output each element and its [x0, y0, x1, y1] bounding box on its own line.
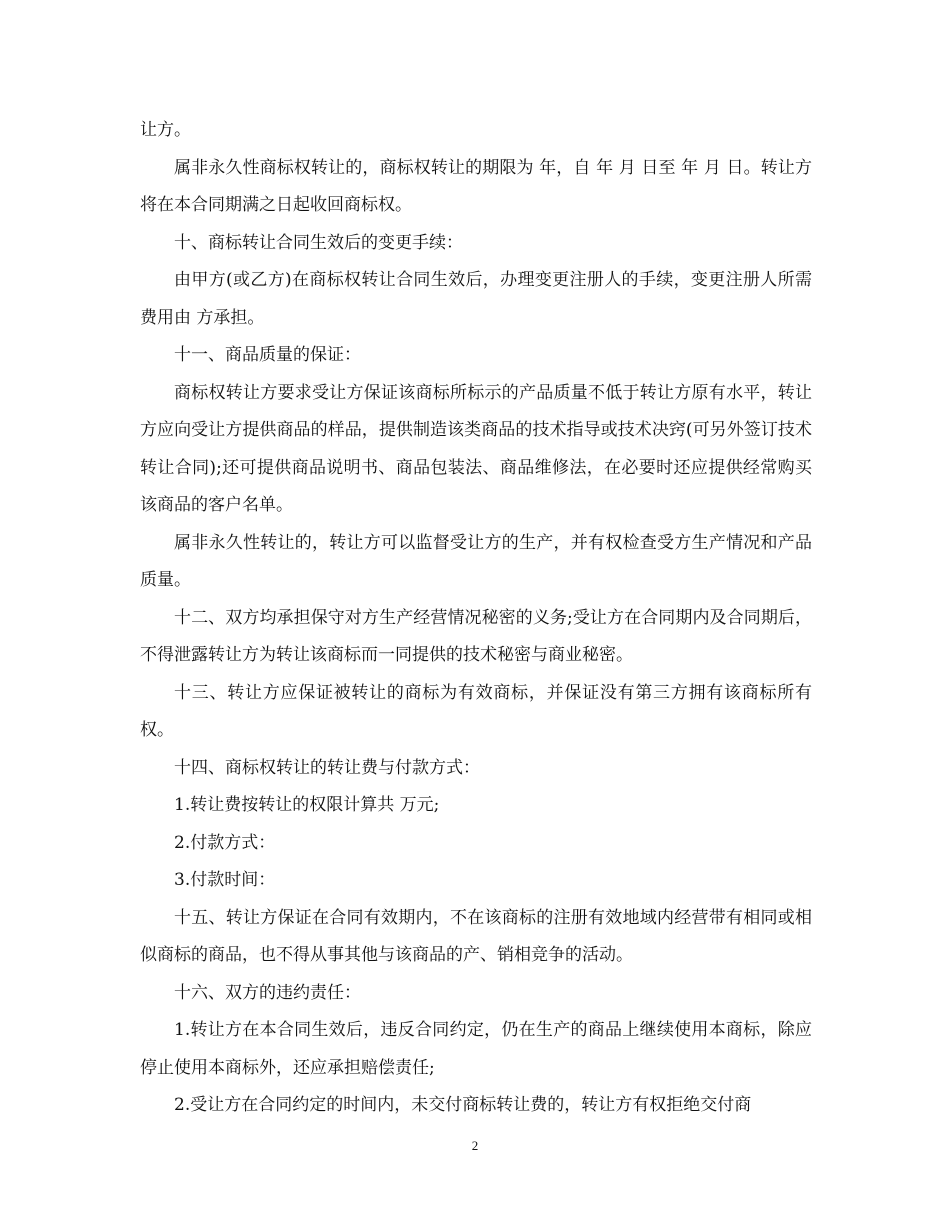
list-item-payment-time: 3.付款时间： — [174, 870, 276, 890]
section-12-confidentiality: 十二、双方均承担保守对方生产经营情况秘密的义务;受让方在合同期内及合同期后，不得泄露转让方为转让该商标而一同提供的技术秘密与商业秘密。 — [140, 607, 812, 665]
list-item-fee: 1.转让费按转让的权限计算共 万元; — [174, 795, 440, 815]
list-item-transferor-breach: 1.转让方在本合同生效后，违反合同约定，仍在生产的商品上继续使用本商标，除应停止使用本商标外，还应承担赔偿责任; — [140, 1020, 812, 1078]
paragraph-term-clause: 属非永久性商标权转让的，商标权转让的期限为 年，自 年 月 日至 年 月 日。转让方将在本合同期满之日起收回商标权。 — [140, 157, 812, 215]
section-heading-16: 十六、双方的违约责任： — [174, 982, 361, 1003]
paragraph-quality-guarantee: 商标权转让方要求受让方保证该商标所标示的产品质量不低于转让方原有水平，转让方应向受让方提供商品的样品，提供制造该类商品的技术指导或技术决窍(可另外签订技术转让合同);还可提供商品说明书、商品包装法、商品维修法，在必要时还应提供经常购买该商品的客户名单。 — [140, 382, 812, 515]
section-15-non-compete: 十五、转让方保证在合同有效期内，不在该商标的注册有效地域内经营带有相同或相似商标的商品，也不得从事其他与该商品的产、销相竞争的活动。 — [140, 907, 812, 965]
section-13-validity: 十三、转让方应保证被转让的商标为有效商标，并保证没有第三方拥有该商标所有权。 — [140, 682, 812, 740]
section-heading-10: 十、商标转让合同生效后的变更手续： — [174, 232, 463, 253]
document-body — [140, 112, 812, 1125]
section-heading-11: 十一、商品质量的保证： — [174, 345, 361, 365]
section-heading-14: 十四、商标权转让的转让费与付款方式： — [174, 757, 480, 778]
list-item-transferee-breach: 2.受让方在合同约定的时间内，未交付商标转让费的，转让方有权拒绝交付商 — [174, 1095, 752, 1115]
page-number: 2 — [471, 1138, 479, 1153]
paragraph-supervision: 属非永久性转让的，转让方可以监督受让方的生产，并有权检查受方生产情况和产品质量。 — [140, 532, 812, 590]
paragraph-continuation: 让方。 — [140, 120, 191, 140]
list-item-payment-method: 2.付款方式： — [174, 832, 276, 853]
paragraph-change-procedure: 由甲方(或乙方)在商标权转让合同生效后，办理变更注册人的手续，变更注册人所需费用由 方承担。 — [140, 270, 812, 328]
